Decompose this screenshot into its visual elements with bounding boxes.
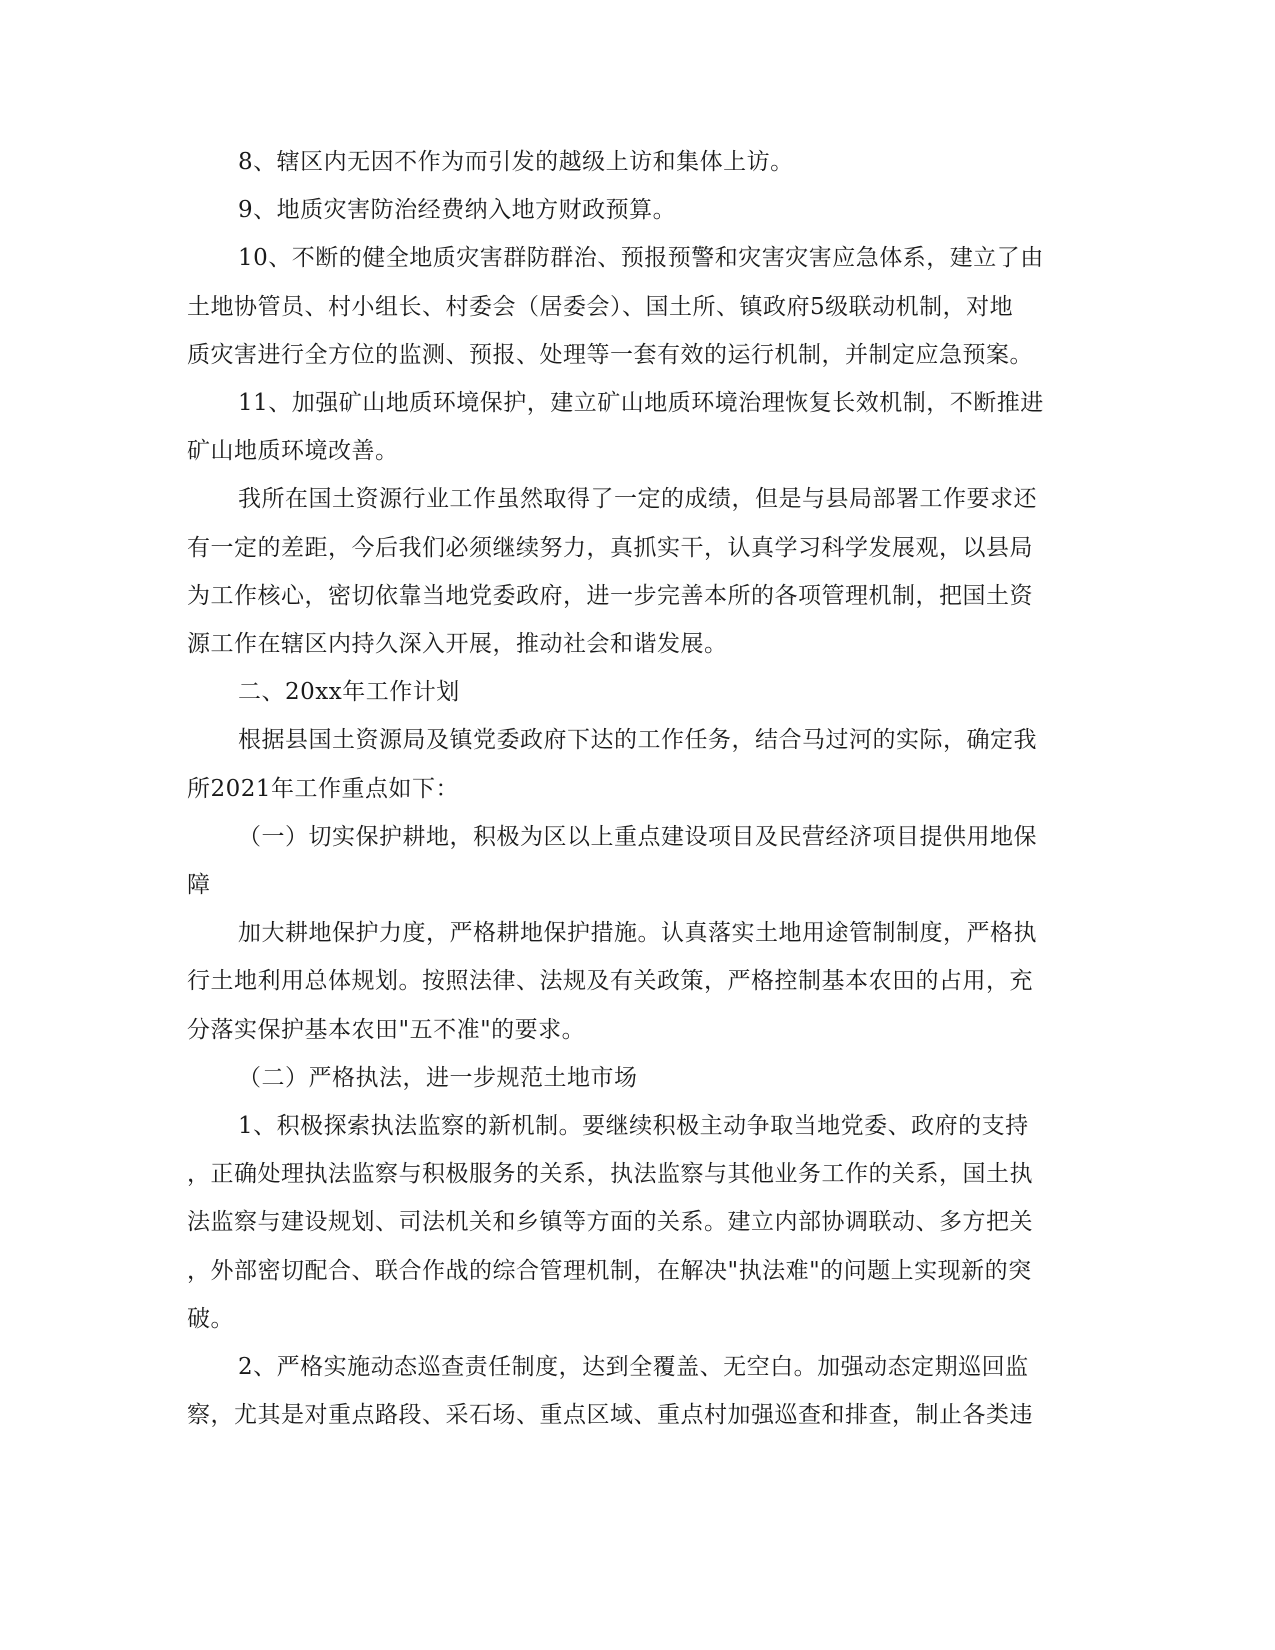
paragraph-item-11 bbox=[187, 379, 1092, 475]
paragraph-line: 行土地利用总体规划。按照法律、法规及有关政策，严格控制基本农田的占用，充 bbox=[187, 968, 1033, 995]
paragraph-line: 根据县国土资源局及镇党委政府下达的工作任务，结合马过河的实际，确定我 bbox=[238, 727, 1037, 754]
paragraph-item-9 bbox=[187, 186, 1092, 234]
section-heading-work-plan bbox=[187, 668, 1092, 716]
paragraph-line: 1、积极探索执法监察的新机制。要继续积极主动争取当地党委、政府的支持 bbox=[238, 1113, 1029, 1140]
paragraph-line: 10、不断的健全地质灾害群防群治、预报预警和灾害灾害应急体系，建立了由 bbox=[238, 245, 1044, 272]
paragraph-line: 矿山地质环境改善。 bbox=[187, 438, 399, 465]
paragraph-line: 土地协管员、村小组长、村委会（居委会）、国土所、镇政府5级联动机制，对地 bbox=[187, 293, 1014, 320]
paragraph-line: 质灾害进行全方位的监测、预报、处理等一套有效的运行机制，并制定应急预案。 bbox=[187, 341, 1033, 368]
paragraph-item-8 bbox=[187, 138, 1092, 186]
paragraph-line: 法监察与建设规划、司法机关和乡镇等方面的关系。建立内部协调联动、多方把关 bbox=[187, 1209, 1033, 1236]
paragraph-subsection-1-body bbox=[187, 909, 1092, 1054]
paragraph-summary bbox=[187, 475, 1092, 668]
paragraph-line: 加大耕地保护力度，严格耕地保护措施。认真落实土地用途管制制度，严格执 bbox=[238, 920, 1037, 947]
paragraph-line: 分落实保护基本农田"五不准"的要求。 bbox=[187, 1016, 586, 1043]
paragraph-line: 8、辖区内无因不作为而引发的越级上访和集体上访。 bbox=[238, 149, 794, 175]
paragraph-line: 有一定的差距，今后我们必须继续努力，真抓实干，认真学习科学发展观，以县局 bbox=[187, 534, 1033, 561]
subsection-heading-2 bbox=[187, 1054, 1092, 1102]
paragraph-line: 破。 bbox=[187, 1305, 234, 1332]
paragraph-subsection-2-item-1 bbox=[187, 1102, 1092, 1343]
paragraph-line: 察，尤其是对重点路段、采石场、重点区域、重点村加强巡查和排查，制止各类违 bbox=[187, 1402, 1033, 1429]
paragraph-line: 11、加强矿山地质环境保护，建立矿山地质环境治理恢复长效机制，不断推进 bbox=[238, 390, 1044, 417]
paragraph-item-10 bbox=[187, 234, 1092, 379]
paragraph-line: 所2021年工作重点如下： bbox=[187, 775, 460, 802]
heading-line: （一）切实保护耕地，积极为区以上重点建设项目及民营经济项目提供用地保 bbox=[238, 823, 1037, 850]
paragraph-line: 2、严格实施动态巡查责任制度，达到全覆盖、无空白。加强动态定期巡回监 bbox=[238, 1354, 1029, 1381]
paragraph-line: 我所在国土资源行业工作虽然取得了一定的成绩，但是与县局部署工作要求还 bbox=[238, 486, 1037, 513]
paragraph-line: ，正确处理执法监察与积极服务的关系，执法监察与其他业务工作的关系，国土执 bbox=[187, 1161, 1033, 1188]
paragraph-line: 9、地质灾害防治经费纳入地方财政预算。 bbox=[238, 197, 677, 224]
heading-line: （二）严格执法，进一步规范土地市场 bbox=[238, 1064, 638, 1091]
subsection-heading-1 bbox=[187, 813, 1092, 909]
heading-line: 障 bbox=[187, 872, 211, 899]
heading-line: 二、20xx年工作计划 bbox=[238, 679, 460, 706]
document-body bbox=[187, 138, 1092, 1439]
paragraph-plan-intro bbox=[187, 716, 1092, 812]
paragraph-line: ，外部密切配合、联合作战的综合管理机制，在解决"执法难"的问题上实现新的突 bbox=[187, 1257, 1032, 1284]
paragraph-line: 源工作在辖区内持久深入开展，推动社会和谐发展。 bbox=[187, 631, 728, 658]
paragraph-line: 为工作核心，密切依靠当地党委政府，进一步完善本所的各项管理机制，把国土资 bbox=[187, 582, 1033, 609]
paragraph-subsection-2-item-2 bbox=[187, 1343, 1092, 1439]
